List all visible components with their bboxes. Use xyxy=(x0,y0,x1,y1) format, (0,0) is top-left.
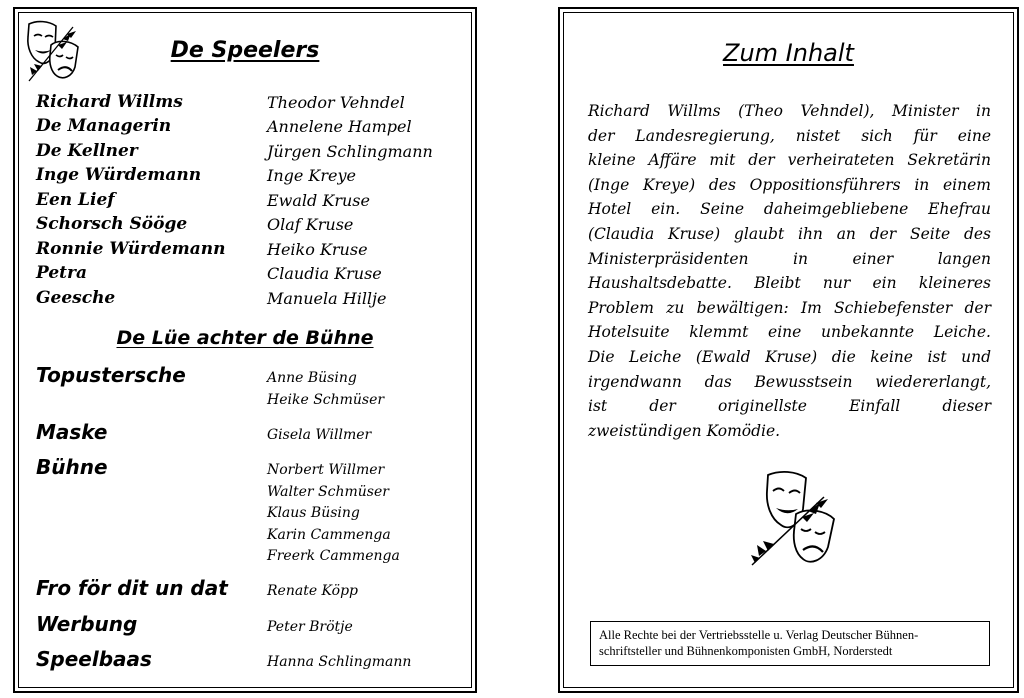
summary-line: Problem zu bewältigen: Im Schiebefenster der xyxy=(588,298,991,317)
crew-name: Hanna Schlingmann xyxy=(267,654,412,670)
crew-name: Walter Schmüser xyxy=(267,484,389,500)
cast-role: Geesche xyxy=(36,288,116,308)
cast-role: De Kellner xyxy=(36,141,138,161)
summary-line: Hotelsuite klemmt eine unbekannte Leiche. xyxy=(588,323,991,342)
cast-actor: Inge Kreye xyxy=(267,166,356,185)
cast-actor: Olaf Kruse xyxy=(267,215,354,234)
summary-line: zweistündigen Komödie. xyxy=(588,421,781,440)
cast-role: De Managerin xyxy=(36,116,172,136)
cast-actor: Manuela Hillje xyxy=(267,289,387,308)
crew-role: Fro för dit un dat xyxy=(36,576,228,600)
theatre-masks-icon xyxy=(746,469,842,571)
summary-line: Hotel ein. Seine daheimgebliebene Ehefrau xyxy=(588,200,991,219)
crew-role: Bühne xyxy=(36,455,108,479)
summary-panel xyxy=(558,7,1019,693)
crew-name: Heike Schmüser xyxy=(267,392,385,408)
cast-role: Schorsch Sööge xyxy=(36,214,188,234)
summary-title: Zum Inhalt xyxy=(723,39,854,67)
summary-line: kleine Affäre mit der verheirateten Sekretärin xyxy=(588,151,991,170)
cast-role: Een Lief xyxy=(36,190,115,210)
cast-role: Ronnie Würdemann xyxy=(36,239,226,259)
cast-panel xyxy=(13,7,477,693)
cast-role: Petra xyxy=(36,263,87,283)
cast-actor: Ewald Kruse xyxy=(267,191,370,210)
crew-name: Norbert Willmer xyxy=(267,462,385,478)
rights-notice xyxy=(590,621,990,666)
cast-role: Inge Würdemann xyxy=(36,165,202,185)
cast-actor: Annelene Hampel xyxy=(267,117,412,136)
summary-line: Die Leiche (Ewald Kruse) die keine ist und xyxy=(588,347,991,366)
summary-line: ist der originellste Einfall dieser xyxy=(588,397,991,416)
summary-line: Haushaltsdebatte. Bleibt nur ein kleineres xyxy=(588,274,991,293)
cast-title: De Speelers xyxy=(170,38,320,63)
rights-line: Alle Rechte bei der Vertriebsstelle u. Verlag Deutscher Bühnen- xyxy=(599,628,919,642)
crew-name: Gisela Willmer xyxy=(267,427,372,443)
crew-name: Karin Cammenga xyxy=(267,527,391,543)
crew-name: Peter Brötje xyxy=(267,619,353,635)
crew-role: Werbung xyxy=(36,612,138,636)
crew-role: Speelbaas xyxy=(36,647,152,671)
cast-actor: Jürgen Schlingmann xyxy=(267,142,433,161)
crew-name: Renate Köpp xyxy=(267,583,358,599)
summary-line: (Inge Kreye) des Oppositionsführers in einem xyxy=(588,175,991,194)
crew-name: Anne Büsing xyxy=(267,370,357,386)
cast-actor: Claudia Kruse xyxy=(267,264,382,283)
crew-title: De Lüe achter de Bühne xyxy=(116,327,374,349)
rights-line: schriftsteller und Bühnenkomponisten GmbH, Norderstedt xyxy=(599,644,893,658)
crew-role: Maske xyxy=(36,420,108,444)
cast-actor: Theodor Vehndel xyxy=(267,93,405,112)
summary-text xyxy=(588,99,991,443)
summary-line: irgendwann das Bewusstsein wiedererlangt, xyxy=(588,372,991,391)
cast-role: Richard Willms xyxy=(36,92,183,112)
crew-name: Freerk Cammenga xyxy=(267,548,400,564)
cast-actor: Heiko Kruse xyxy=(267,240,368,259)
crew-name: Klaus Büsing xyxy=(267,505,360,521)
summary-line: (Claudia Kruse) glaubt ihn an der Seite des xyxy=(588,224,991,243)
summary-line: der Landesregierung, nistet sich für eine xyxy=(588,126,991,145)
summary-line: Ministerpräsidenten in einer langen xyxy=(588,249,991,268)
summary-line: Richard Willms (Theo Vehndel), Minister in xyxy=(588,102,991,120)
crew-role: Topustersche xyxy=(36,363,186,387)
